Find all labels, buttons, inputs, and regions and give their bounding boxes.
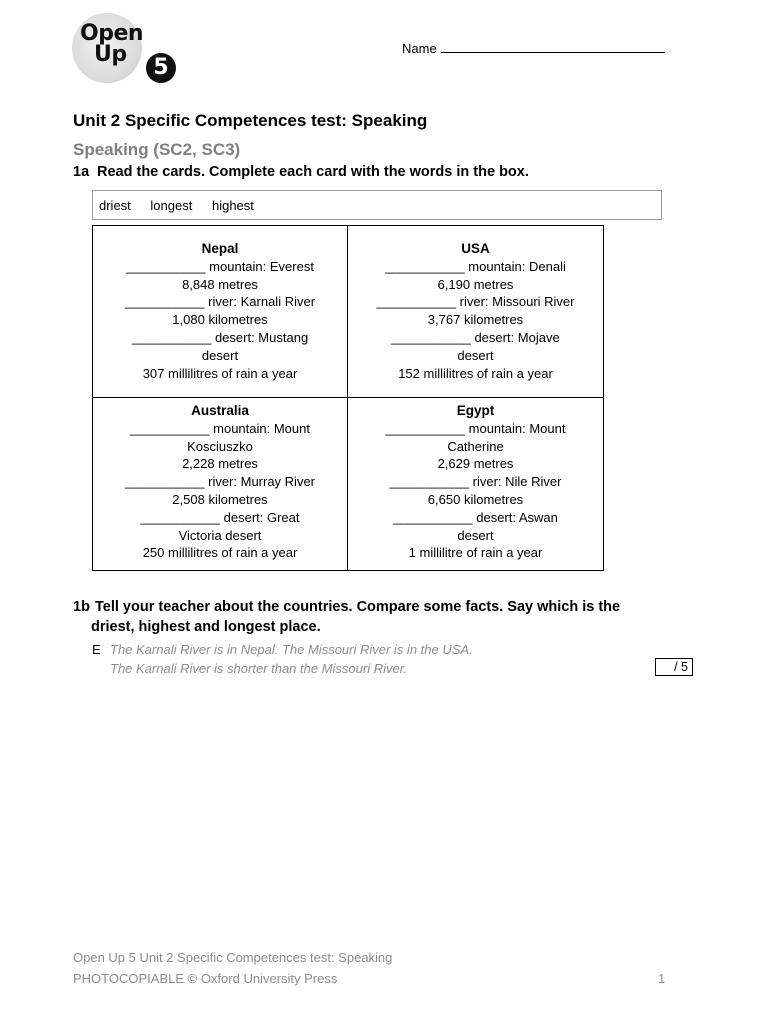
name-label: Name	[402, 41, 437, 56]
footer-title: Open Up 5 Unit 2 Specific Competences test: Speaking	[73, 950, 393, 965]
card-line: ___________ desert: Mustang desert	[131, 329, 309, 363]
example-label: E	[92, 642, 101, 657]
question-1b-line-1: Tell your teacher about the countries. Compare some facts. Say which is the	[95, 599, 621, 615]
card-title: Australia	[191, 403, 249, 418]
question-1a-number: 1a	[73, 164, 90, 180]
card-line: 8,848 metres	[182, 276, 258, 292]
card-line: 2,629 metres	[437, 456, 514, 472]
card-line: ___________ mountain: Mount Kosciuszko	[130, 420, 310, 454]
card-usa	[348, 226, 603, 398]
card-line: ___________ mountain: Denali	[385, 258, 566, 274]
logo-line-2: Up	[94, 42, 127, 67]
page-title: Unit 2 Specific Competences test: Speaking	[73, 111, 428, 130]
card-title: Egypt	[456, 403, 495, 418]
section-heading: Speaking (SC2, SC3)	[73, 140, 241, 159]
card-line: ___________ mountain: Everest	[126, 258, 314, 274]
card-line: 307 millilitres of rain a year	[142, 365, 298, 381]
card-line: ___________ desert: Great Victoria desert	[140, 509, 300, 543]
card-title: USA	[461, 241, 490, 256]
name-blank[interactable]	[441, 40, 665, 53]
card-line: 2,508 kilometres	[172, 491, 268, 507]
card-line: ___________ river: Karnali River	[124, 294, 316, 310]
question-1a	[73, 164, 529, 180]
footer-copyright: PHOTOCOPIABLE © Oxford University Press	[73, 971, 338, 986]
country-cards	[92, 225, 604, 571]
card-line: ___________ river: Nile River	[389, 474, 562, 490]
card-line: ___________ mountain: Mount Catherine	[385, 420, 566, 454]
card-australia	[93, 398, 348, 570]
card-line: 6,190 metres	[437, 276, 514, 292]
question-1b	[73, 597, 673, 637]
word-longest: longest	[150, 198, 193, 213]
card-line: 2,228 metres	[182, 456, 258, 472]
example-line-1: The Karnali River is in Nepal. The Missouri River is in the USA.	[110, 642, 473, 657]
page-number: 1	[658, 971, 666, 986]
card-line: 152 millilitres of rain a year	[398, 365, 553, 381]
card-line: ___________ river: Murray River	[124, 474, 316, 490]
logo-text	[80, 23, 143, 65]
card-line: 1 millilitre of rain a year	[408, 545, 543, 561]
question-1b-number: 1b	[73, 599, 90, 615]
score-box: / 5	[655, 658, 693, 676]
logo-badge: 5	[146, 53, 176, 83]
card-line: 6,650 kilometres	[427, 491, 524, 507]
word-box	[92, 190, 662, 220]
example-line-2: The Karnali River is shorter than the Missouri River.	[110, 661, 408, 676]
card-egypt	[348, 398, 603, 570]
card-line: ___________ desert: Mojave desert	[391, 329, 560, 363]
question-1a-text: Read the cards. Complete each card with the words in the box.	[97, 164, 529, 180]
question-1b-line-2: driest, highest and longest place.	[91, 619, 321, 635]
word-driest: driest	[99, 198, 131, 213]
open-up-logo	[72, 13, 180, 83]
card-line: 250 millilitres of rain a year	[142, 545, 298, 561]
card-title: Nepal	[201, 241, 239, 256]
card-line: ___________ river: Missouri River	[376, 294, 575, 310]
card-line: 1,080 kilometres	[172, 312, 268, 328]
example	[92, 640, 473, 678]
card-line: ___________ desert: Aswan desert	[393, 509, 558, 543]
card-line: 3,767 kilometres	[427, 312, 524, 328]
word-highest: highest	[211, 198, 254, 213]
logo-line-1: Open	[80, 21, 144, 46]
name-field	[402, 40, 665, 56]
card-nepal	[93, 226, 348, 398]
